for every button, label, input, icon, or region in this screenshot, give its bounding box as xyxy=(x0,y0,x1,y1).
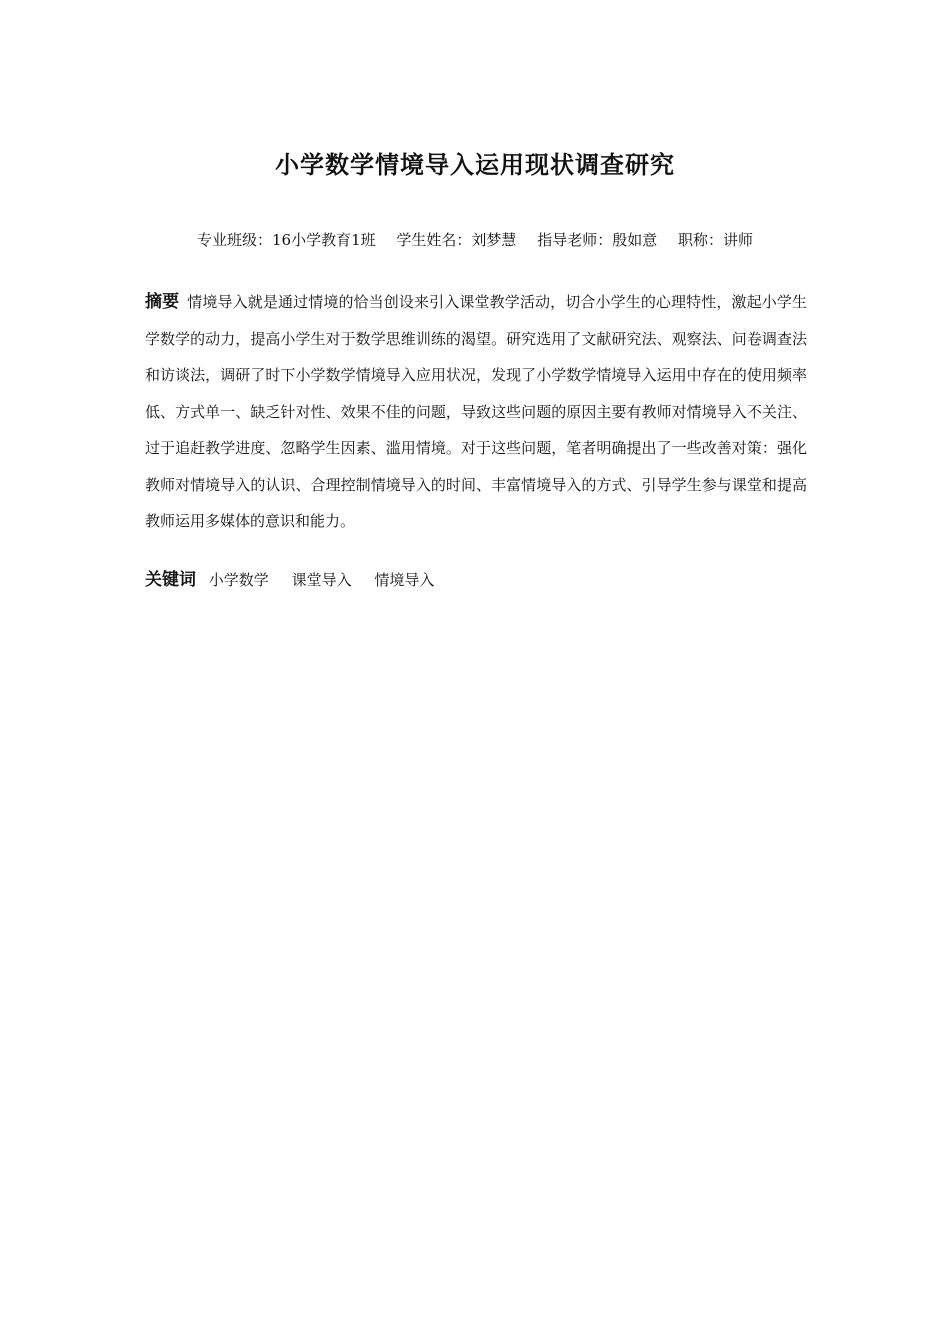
keyword-item: 课堂导入 xyxy=(291,571,352,589)
author-info-line xyxy=(0,228,950,252)
keywords-label: 关键词 xyxy=(145,570,196,590)
advisor-title: 职称：讲师 xyxy=(678,231,754,249)
advisor-name: 指导老师：殷如意 xyxy=(537,231,658,249)
abstract-section xyxy=(145,284,807,540)
student-name: 学生姓名：刘梦慧 xyxy=(396,231,517,249)
abstract-label: 摘要 xyxy=(145,292,180,312)
keywords-section xyxy=(145,566,807,594)
keyword-item: 情境导入 xyxy=(374,571,435,589)
major-class: 专业班级：16小学教育1班 xyxy=(196,231,376,249)
page-title: 小学数学情境导入运用现状调查研究 xyxy=(275,151,675,179)
abstract-text: 情境导入就是通过情境的恰当创设来引入课堂教学活动，切合小学生的心理特性，激起小学生学数学的动力，提高小学生对于数学思维训练的渴望。研究选用了文献研究法、观察法、问卷调查法和访谈法，调研了时下小学数学情境导入应用状况，发现了小学数学情境导入运用中存在的使用频率低、方式单一、缺乏针对性、效果不佳的问题，导致这些问题的原因主要有教师对情境导入不关注、过于追赶教学进度、忽略学生因素、滥用情境。对于这些问题，笔者明确提出了一些改善对策：强化教师对情境导入的认识、合理控制情境导入的时间、丰富情境导入的方式、引导学生参与课堂和提高教师运用多媒体的意识和能力。 xyxy=(145,293,808,530)
keyword-item: 小学数学 xyxy=(208,571,269,589)
